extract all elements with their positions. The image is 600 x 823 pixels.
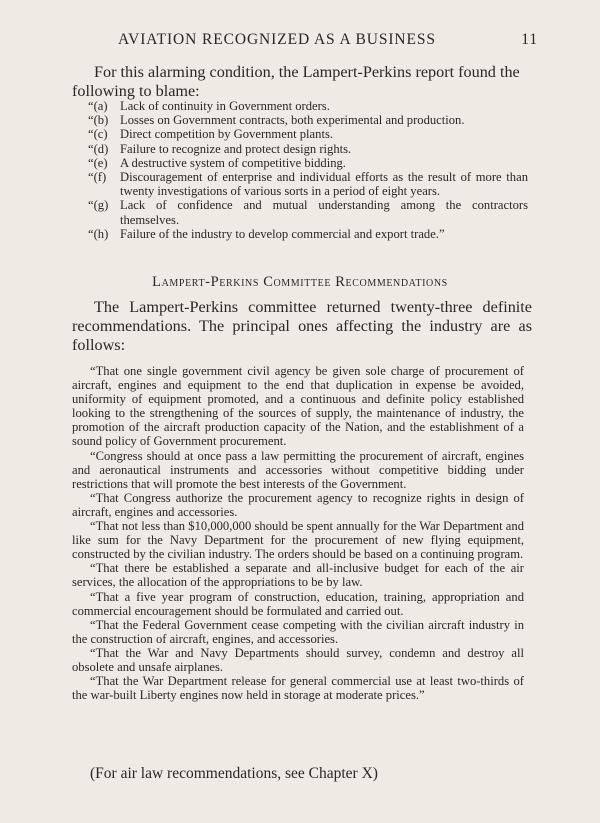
list-item-text: Lack of confidence and mutual understanding among the contractors themselves.: [120, 198, 528, 227]
list-item-marker: “(g): [88, 198, 109, 213]
recommendation-paragraph: “Congress should at once pass a law permitting the procurement of aircraft, engines and aeronautical instruments and accessories without competitive bidding under restrictions that will promote the best interests of the Government.: [72, 448, 524, 491]
list-item-text: Discouragement of enterprise and individual efforts as the result of more than twenty investigations of various sorts in a period of eight years.: [120, 170, 528, 199]
list-item-marker: “(c): [88, 127, 108, 142]
recommendation-paragraph: “That there be established a separate and all-inclusive budget for each of the air services, the allocation of the appropriations to be by law.: [72, 561, 524, 590]
list-item-text: Direct competition by Government plants.: [120, 127, 333, 142]
closing-note: (For air law recommendations, see Chapter X): [90, 765, 378, 782]
list-item-text: Lack of continuity in Government orders.: [120, 99, 330, 113]
recommendation-paragraph: “That a five year program of construction, education, training, appropriation and commercial encouragement should be formulated and carried out.: [72, 589, 524, 618]
list-item: [88, 142, 528, 156]
list-item: [88, 99, 528, 113]
list-item-text: Losses on Government contracts, both experimental and production.: [120, 113, 465, 128]
recommendation-paragraph: “That not less than $10,000,000 should be spent annually for the War Department and like sum for the Navy Department for the procurement of new flying equipment, constructed by the civilian industry. The orders should be based on a continuing program.: [72, 519, 524, 562]
recommendation-paragraph: “That the Federal Government cease competing with the civilian aircraft industry in the construction of aircraft, engines, and accessories.: [72, 617, 524, 646]
recommendation-paragraph: “That one single government civil agency be given sole charge of procurement of aircraft, engines and equipment to the end that duplication in expense be avoided, uniformity of equipment promoted, and a continuous and definite policy established looking to the strengthening of the sources of supply, the maintenance of industry, the promotion of the aircraft production capacity of the Nation, and the establishment of a sound policy of Government procurement.: [72, 364, 524, 449]
recommendation-paragraph: “That Congress authorize the procurement agency to recognize rights in design of aircraft, engines and accessories.: [72, 490, 524, 519]
list-item-marker: “(h): [88, 226, 109, 241]
page-number: 11: [521, 31, 538, 48]
list-item-text: A destructive system of competitive bidding.: [120, 155, 346, 170]
list-item-text: Failure of the industry to develop commercial and export trade.”: [120, 226, 445, 241]
list-item-marker: “(b): [88, 113, 109, 128]
list-item-marker: “(f): [88, 170, 107, 185]
list-item: [88, 113, 528, 127]
recommendation-paragraph: “That the War Department release for general commercial use at least two-thirds of the war-built Liberty engines now held in storage at moderate prices.”: [72, 674, 524, 703]
running-head-title: AVIATION RECOGNIZED AS A BUSINESS: [118, 31, 436, 48]
running-head: [118, 31, 538, 49]
list-item: [88, 127, 528, 141]
blame-list: [88, 99, 528, 241]
recommendations-block: [72, 364, 524, 702]
list-item: [88, 170, 528, 198]
list-item-marker: “(a): [88, 99, 108, 113]
list-item: [88, 156, 528, 170]
recommendation-paragraph: “That the War and Navy Departments should survey, condemn and destroy all obsolete and unsafe airplanes.: [72, 645, 524, 674]
list-item-text: Failure to recognize and protect design rights.: [120, 141, 352, 156]
list-item: [88, 227, 528, 241]
section-heading: Lampert-Perkins Committee Recommendations: [152, 274, 448, 290]
list-item-marker: “(e): [88, 155, 108, 170]
list-item: [88, 198, 528, 226]
list-item-marker: “(d): [88, 141, 109, 156]
lead-paragraph: The Lampert-Perkins committee returned twenty-three definite recommendations. The principal ones affecting the industry are as follows:: [72, 298, 532, 354]
intro-paragraph: For this alarming condition, the Lampert-Perkins report found the following to blame:: [72, 63, 520, 100]
